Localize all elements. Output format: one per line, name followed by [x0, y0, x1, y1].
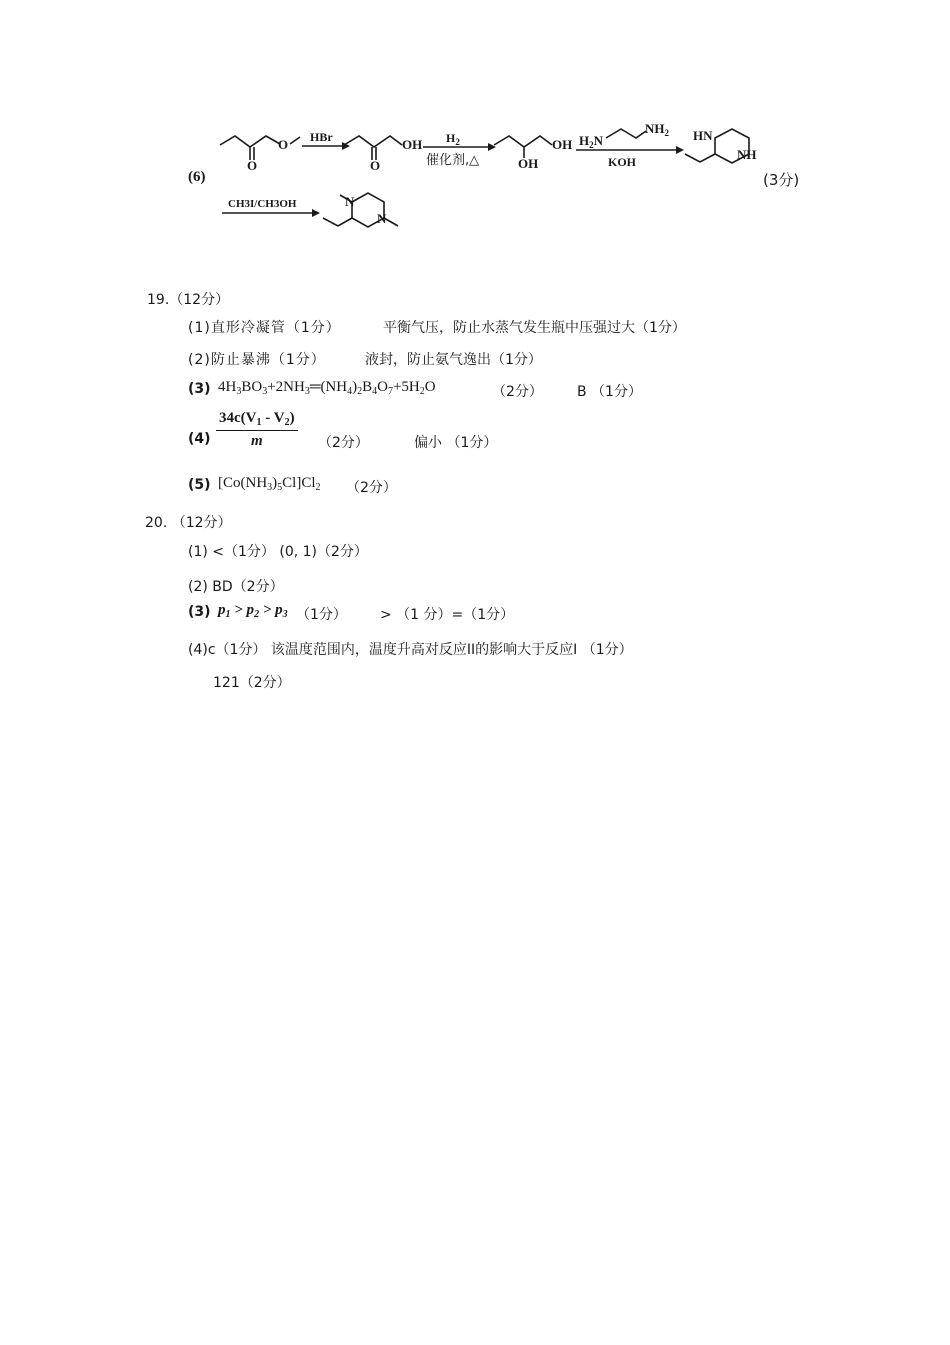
q19-part1-text: 平衡气压，防止水蒸气发生瓶中压强过大（1分） — [383, 320, 686, 336]
reagent-catalyst: 催化剂,△ — [426, 153, 480, 168]
q19-part4-score: （2分） — [318, 435, 369, 451]
q19-part4-answer: 偏小 （1分） — [414, 435, 498, 451]
piperazine-hn: HN — [693, 128, 713, 143]
q20-part3-pressures: $p_1 > p_2 > p_3$ — [218, 602, 288, 620]
q20-part4-b: 121（2分） — [213, 675, 291, 691]
q19-part4-fraction: $\frac{34c(V_1 - V_2)}{m}$ — [216, 410, 298, 450]
product-n2: N — [377, 211, 387, 226]
hydroxyl-2: OH — [552, 137, 573, 152]
q19-header: 19.（12分） — [147, 292, 230, 308]
amine-left: $H_2N$ — [579, 133, 604, 150]
q20-part1: (1) <（1分） (0, 1)（2分） — [188, 544, 368, 560]
amine-right: $NH_2$ — [645, 121, 669, 138]
molecule-3-skeleton — [494, 136, 552, 147]
q20-part3-rest: > （1 分）=（1分） — [380, 607, 515, 623]
q19-part1-label: (1)直形冷凝管（1分） — [188, 320, 341, 336]
synthesis-scheme — [0, 100, 950, 250]
q20-part2: (2) BD（2分） — [188, 579, 284, 595]
carbonyl-oxygen-1: O — [247, 158, 258, 173]
q19-part3-answer: B （1分） — [577, 384, 642, 400]
carbonyl-oxygen-2: O — [370, 158, 381, 173]
q19-part5-formula: $[Co(NH_3)_5Cl]Cl_2$ — [218, 475, 321, 493]
q20-header: 20. （12分） — [145, 515, 232, 531]
product-n1: N — [345, 194, 355, 209]
reagent-koh: KOH — [608, 155, 637, 169]
q19-part3-equation: $4H_3BO_3+2NH_3═(NH_4)_2B_4O_7+5H_2O$ — [218, 379, 436, 397]
q20-part4: (4)c（1分） 该温度范围内，温度升高对反应II的影响大于反应I （1分） — [188, 642, 633, 658]
molecule-2-skeleton — [344, 136, 402, 147]
q19-part2-label: (2)防止暴沸（1分） — [188, 352, 326, 368]
molecule-1-skeleton — [220, 136, 280, 147]
q19-part5-score: （2分） — [346, 480, 397, 496]
q20-part3-label: (3) — [188, 604, 211, 620]
ether-oxygen: O — [278, 137, 289, 152]
q19-part5-label: (5) — [188, 477, 211, 493]
reagent-h2: $H_2$ — [446, 131, 460, 147]
hydroxyl-3: OH — [518, 156, 539, 171]
q19-part3-label: (3) — [188, 381, 211, 397]
scheme-score: (3分) — [763, 171, 800, 189]
reagent-hbr: HBr — [310, 130, 333, 144]
q19-part2-text: 液封，防止氨气逸出（1分） — [365, 352, 542, 368]
scheme-item-label: (6) — [188, 169, 206, 185]
reagent-ch3i: CH3I/CH3OH — [228, 198, 297, 210]
hydroxyl-1: OH — [402, 137, 423, 152]
q20-part3-score: （1分） — [296, 607, 347, 623]
piperazine-nh: NH — [737, 147, 757, 162]
q19-part4-label: (4) — [188, 431, 211, 447]
q19-part3-score: （2分） — [492, 384, 543, 400]
